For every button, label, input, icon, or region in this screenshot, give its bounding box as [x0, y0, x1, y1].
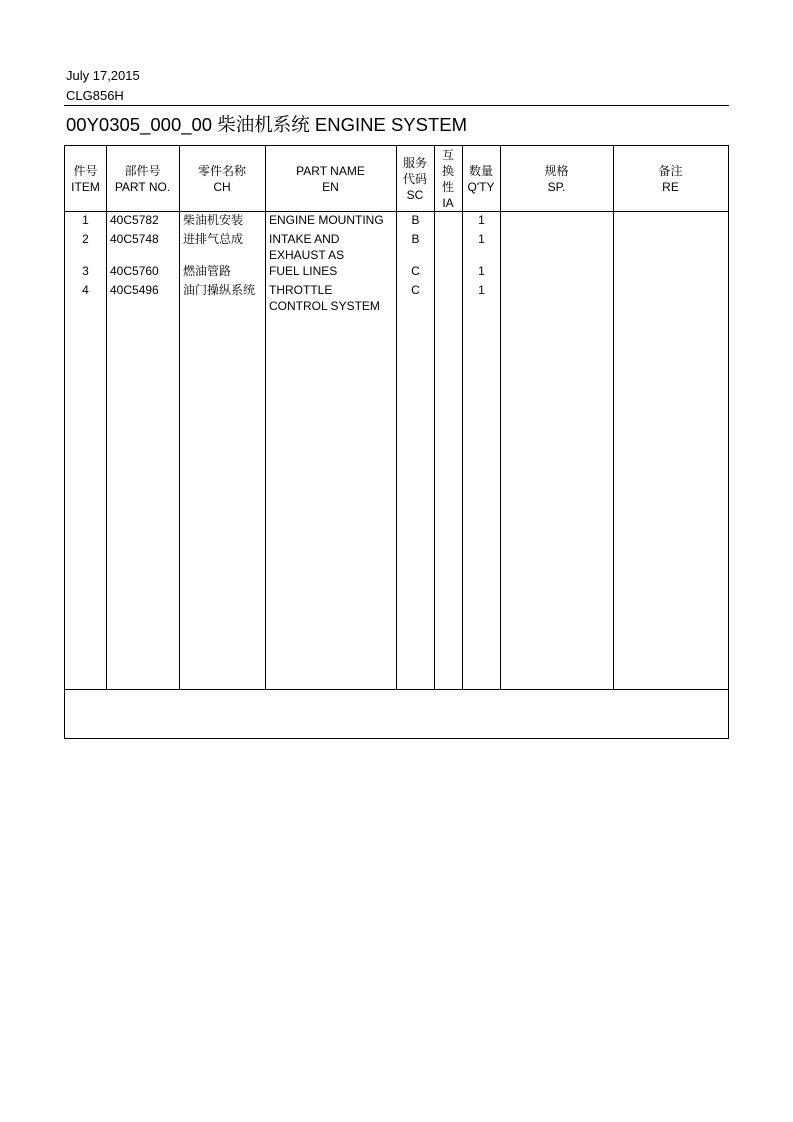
item-number: 1 [82, 213, 89, 227]
column-divider [434, 146, 435, 690]
part-name-en: FUEL LINES [269, 264, 338, 278]
footer-row-divider [65, 689, 728, 690]
column-header-name-ch: 零件名称 CH [197, 163, 246, 194]
column-divider [613, 146, 614, 690]
part-number: 40C5496 [110, 283, 159, 297]
part-name-en: INTAKE AND [269, 232, 340, 246]
part-name-ch: 柴油机安装 [183, 213, 244, 227]
column-header-name-en: PART NAME EN [296, 163, 365, 194]
column-header-qty: 数量 Q'TY [467, 163, 495, 194]
table-footer-area [65, 691, 728, 738]
quantity: 1 [478, 213, 485, 227]
column-header-item: 件号 ITEM [71, 163, 100, 194]
column-divider [106, 146, 107, 690]
part-number: 40C5748 [110, 232, 159, 246]
parts-table [64, 145, 729, 739]
service-code: B [411, 213, 420, 227]
model-number: CLG856H [66, 88, 124, 103]
part-name-ch: 燃油管路 [183, 264, 232, 278]
service-code: C [411, 264, 420, 278]
part-name-ch: 油门操纵系统 [183, 283, 256, 297]
service-code: C [411, 283, 420, 297]
item-number: 4 [82, 283, 89, 297]
column-divider [500, 146, 501, 690]
service-code: B [411, 232, 420, 246]
part-number: 40C5782 [110, 213, 159, 227]
column-header-re: 备注 RE [658, 163, 683, 194]
column-header-ia: 互 换 性 IA [441, 147, 454, 210]
header-divider [64, 105, 729, 106]
column-header-sc: 服务 代码 SC [402, 155, 427, 202]
column-divider [265, 146, 266, 690]
item-number: 2 [82, 232, 89, 246]
page-title: 00Y0305_000_00 柴油机系统 ENGINE SYSTEM [66, 114, 468, 135]
column-divider [179, 146, 180, 690]
part-name-en-continued: EXHAUST AS [269, 248, 345, 262]
quantity: 1 [478, 264, 485, 278]
column-header-part-no: 部件号 PART NO. [114, 163, 171, 194]
document-date: July 17,2015 [66, 68, 140, 83]
part-name-ch: 进排气总成 [183, 232, 244, 246]
part-number: 40C5760 [110, 264, 159, 278]
quantity: 1 [478, 232, 485, 246]
item-number: 3 [82, 264, 89, 278]
part-name-en: ENGINE MOUNTING [269, 213, 384, 227]
part-name-en-continued: CONTROL SYSTEM [269, 299, 380, 313]
column-header-sp: 规格 SP. [544, 163, 569, 194]
part-name-en: THROTTLE [269, 283, 333, 297]
quantity: 1 [478, 283, 485, 297]
